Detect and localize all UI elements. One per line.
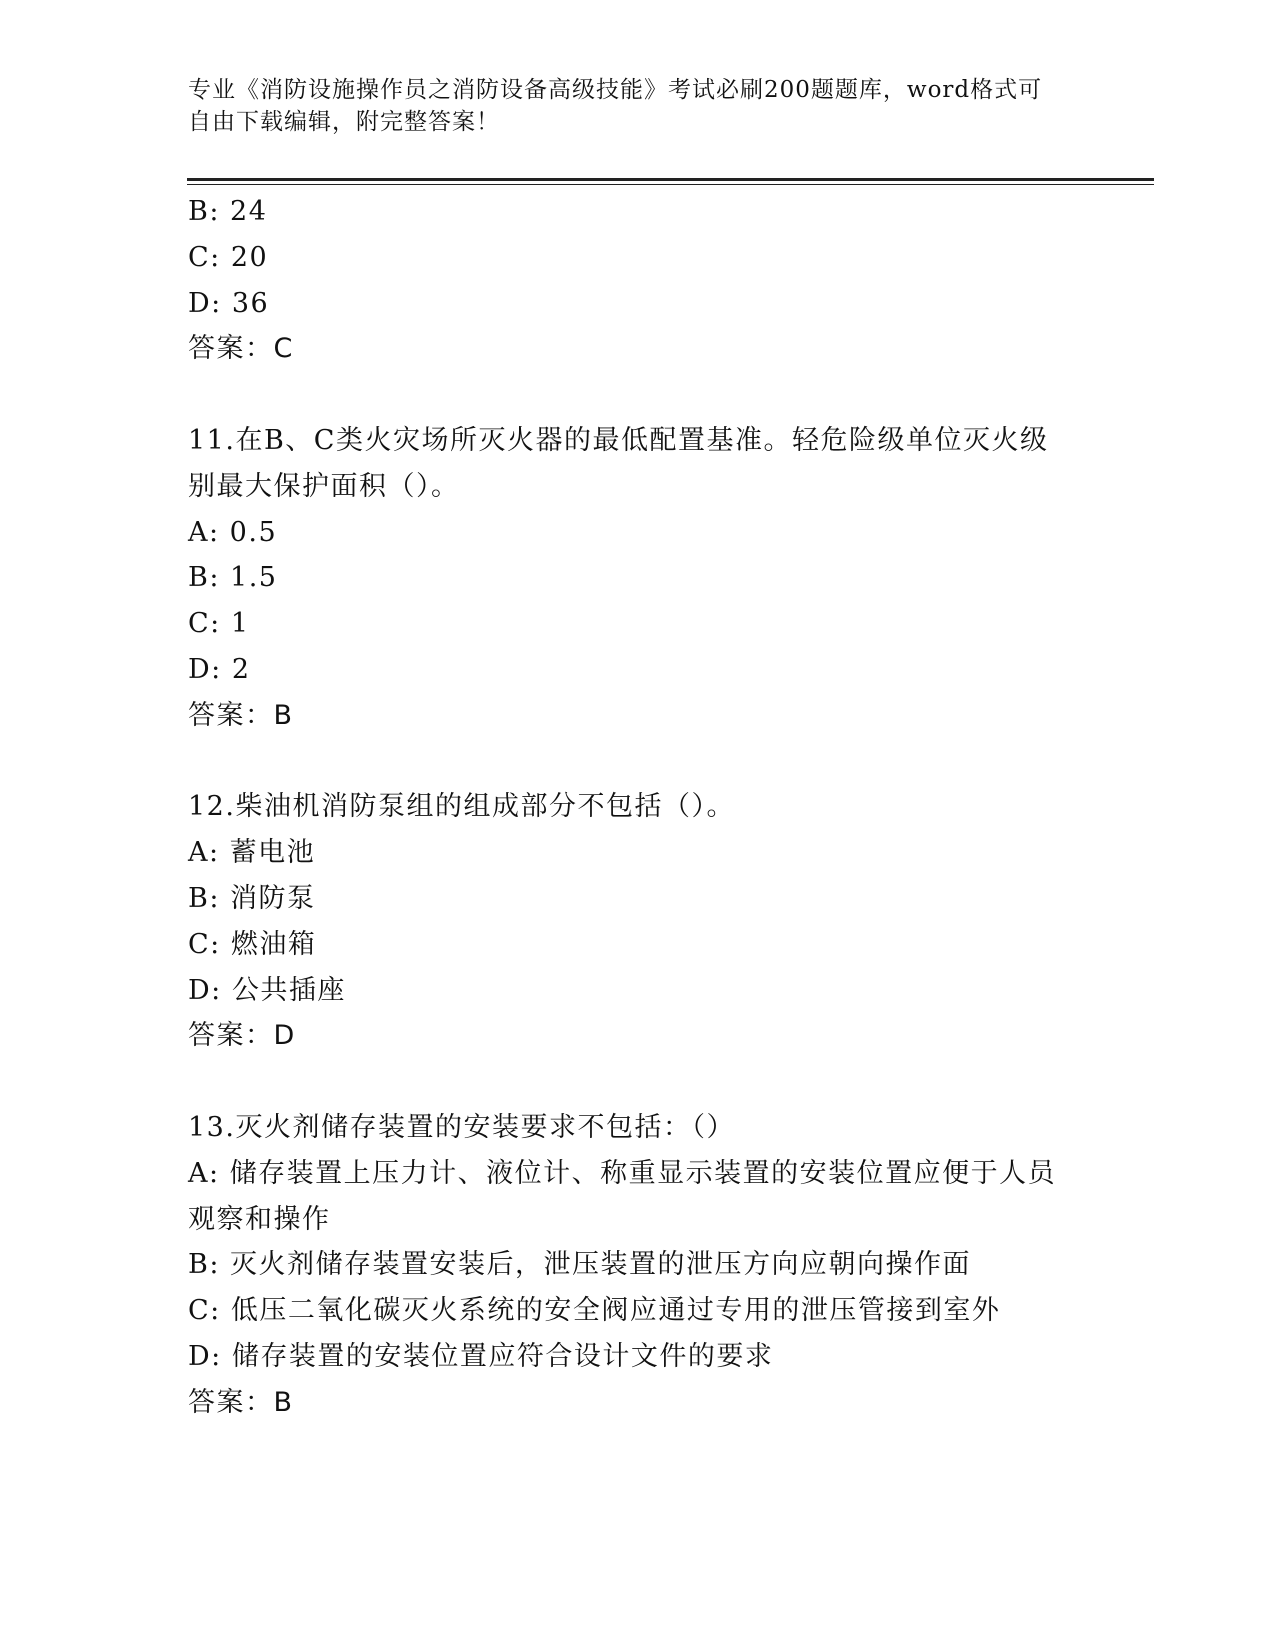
option-a: A: 0.5 <box>188 516 278 548</box>
option-d: D: 36 <box>188 287 270 319</box>
option-a: A: 储存装置上压力计、液位计、称重显示装置的安装位置应便于人员 <box>188 1157 1057 1189</box>
option-d: D: 公共插座 <box>188 974 346 1006</box>
answer-line: 答案：B <box>188 1386 294 1418</box>
option-a: A: 蓄电池 <box>188 837 316 869</box>
header-divider-thin <box>187 184 1154 185</box>
spacer <box>188 372 1088 418</box>
option-b: B: 消防泵 <box>188 882 316 914</box>
option-d: D: 储存装置的安装位置应符合设计文件的要求 <box>188 1340 774 1372</box>
spacer <box>188 739 1088 785</box>
question-stem-line: 11.在B、C类火灾场所灭火器的最低配置基准。轻危险级单位灭火级 <box>188 424 1049 456</box>
header-title-line-1: 专业《消防设施操作员之消防设备高级技能》考试必刷200题题库，word格式可 <box>188 77 1043 103</box>
answer-line: 答案：D <box>188 1020 296 1052</box>
header-divider-thick <box>187 178 1154 181</box>
option-b: B: 1.5 <box>188 562 278 594</box>
answer-line: 答案：B <box>188 699 294 731</box>
question-11 <box>188 418 1088 739</box>
question-stem-line: 13.灭火剂储存装置的安装要求不包括：（） <box>188 1111 735 1143</box>
option-c: C: 燃油箱 <box>188 928 317 960</box>
question-13 <box>188 1105 1088 1426</box>
question-list <box>188 189 1088 1426</box>
question-stem-line: 别最大保护面积（）。 <box>188 470 460 502</box>
option-c: C: 低压二氧化碳灭火系统的安全阀应通过专用的泄压管接到室外 <box>188 1295 1001 1327</box>
spacer <box>188 1059 1088 1105</box>
option-c: C: 1 <box>188 608 250 640</box>
question-12 <box>188 784 1088 1059</box>
header-title-line-2: 自由下载编辑，附完整答案！ <box>188 109 500 135</box>
option-d: D: 2 <box>188 653 251 685</box>
option-a-continued: 观察和操作 <box>188 1203 331 1235</box>
question-stem-line: 12.柴油机消防泵组的组成部分不包括（）。 <box>188 791 735 823</box>
option-b: B: 灭火剂储存装置安装后，泄压装置的泄压方向应朝向操作面 <box>188 1249 972 1281</box>
document-header <box>188 74 1068 138</box>
option-c: C: 20 <box>188 241 269 273</box>
answer-line: 答案：C <box>188 333 294 365</box>
option-b: B: 24 <box>188 196 268 227</box>
previous-question-tail <box>188 189 1088 372</box>
